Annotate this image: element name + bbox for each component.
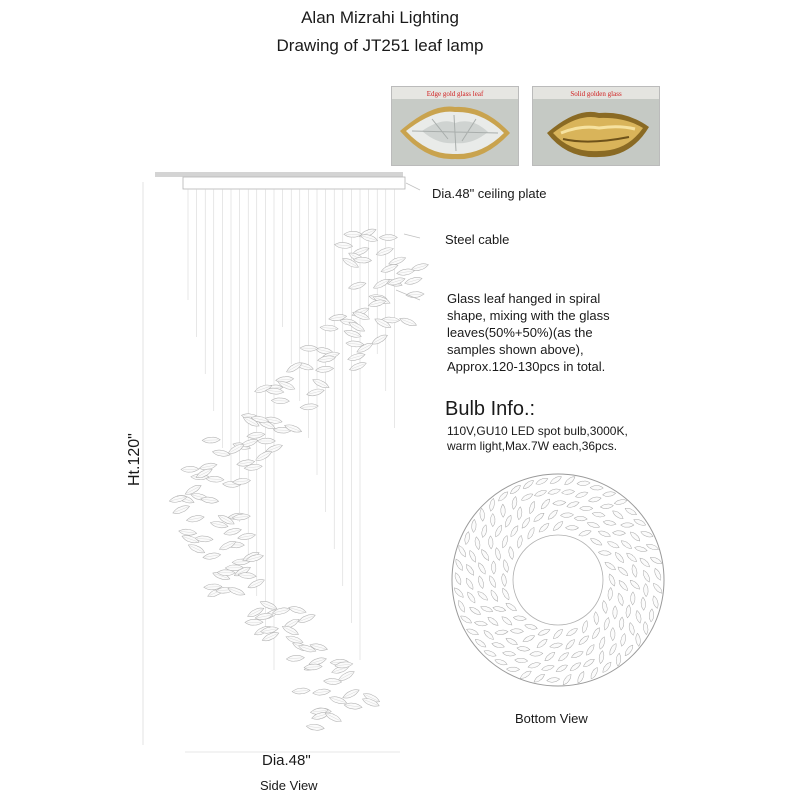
bulb-info-text xyxy=(447,424,628,454)
glass-leaf xyxy=(347,352,366,362)
glass-leaf xyxy=(578,529,592,537)
bulb-info-heading: Bulb Info.: xyxy=(445,398,536,420)
glass-leaf xyxy=(528,501,536,515)
glass-leaf xyxy=(635,610,642,624)
glass-leaf xyxy=(593,612,598,625)
glass-leaf xyxy=(477,562,487,575)
glass-leaf xyxy=(223,527,242,537)
glass-leaf-line: leaves(50%+50%)(as the xyxy=(447,325,593,340)
glass-leaf xyxy=(491,641,505,649)
glass-leaf xyxy=(589,537,602,547)
glass-leaf xyxy=(504,514,513,528)
glass-leaf xyxy=(625,552,638,564)
glass-leaf xyxy=(565,526,578,530)
glass-leaf xyxy=(557,651,570,663)
glass-leaf xyxy=(466,591,477,604)
glass-leaf-line: samples shown above), xyxy=(447,342,584,357)
glass-leaf xyxy=(237,532,256,541)
glass-leaf xyxy=(563,475,576,486)
glass-leaf xyxy=(480,548,491,561)
glass-leaf xyxy=(519,669,532,680)
glass-leaf xyxy=(501,535,509,549)
bottom-view-label: Bottom View xyxy=(515,711,588,726)
glass-leaf xyxy=(538,522,551,534)
glass-leaf xyxy=(577,481,590,486)
glass-leaf-line: Glass leaf hanged in spiral xyxy=(447,291,601,306)
leader-steel-cable xyxy=(404,234,420,238)
glass-leaf xyxy=(502,559,509,573)
glass-leaf xyxy=(590,485,603,490)
glass-leaf xyxy=(457,544,467,557)
bottom-view-inner-ring xyxy=(513,535,603,625)
glass-leaf xyxy=(617,593,625,607)
glass-leaf xyxy=(549,475,562,485)
glass-leaf xyxy=(178,528,197,536)
bulb-info-line: warm light,Max.7W each,36pcs. xyxy=(447,439,618,453)
glass-leaf xyxy=(482,629,494,641)
glass-leaf xyxy=(547,488,561,496)
steel-cable-label: Steel cable xyxy=(445,232,510,247)
ceiling-plate xyxy=(183,177,405,189)
glass-leaf xyxy=(552,520,565,532)
glass-leaf xyxy=(621,523,634,527)
glass-leaf xyxy=(510,628,523,633)
glass-leaf xyxy=(520,492,534,502)
glass-leaf xyxy=(564,638,576,650)
glass-leaf xyxy=(603,617,611,631)
glass-leaf xyxy=(611,628,615,641)
glass-leaf xyxy=(555,663,568,673)
glass-leaf xyxy=(474,620,488,626)
glass-leaf xyxy=(406,291,424,298)
glass-leaf xyxy=(172,504,191,516)
glass-leaf xyxy=(532,512,545,523)
glass-leaf xyxy=(315,366,333,373)
glass-leaf xyxy=(625,605,631,618)
glass-leaf xyxy=(454,558,464,571)
glass-leaf xyxy=(320,324,338,331)
bulb-info-line: 110V,GU10 LED spot bulb,3000K, xyxy=(447,424,628,438)
glass-leaf xyxy=(617,565,630,577)
glass-leaf xyxy=(312,688,331,696)
glass-leaf xyxy=(638,556,650,568)
side-view-label: Side View xyxy=(260,778,318,793)
glass-leaf xyxy=(617,579,629,592)
glass-leaf xyxy=(631,564,638,578)
glass-leaf xyxy=(570,650,584,659)
glass-leaf xyxy=(495,629,508,635)
glass-leaf xyxy=(334,242,352,249)
glass-leaf xyxy=(522,634,536,643)
glass-leaf xyxy=(494,524,504,538)
glass-leaf xyxy=(635,633,641,646)
glass-leaf xyxy=(505,601,518,612)
glass-leaf xyxy=(588,496,602,503)
glass-leaf xyxy=(348,281,367,291)
glass-leaf xyxy=(553,500,566,506)
glass-leaf xyxy=(598,650,605,664)
glass-leaf xyxy=(212,449,231,458)
glass-leaf xyxy=(629,530,641,542)
glass-leaf xyxy=(526,526,536,540)
glass-leaf xyxy=(630,592,635,605)
glass-leaf xyxy=(616,653,622,666)
glass-leaf xyxy=(481,524,488,538)
glass-leaf xyxy=(457,599,466,613)
glass-leaf xyxy=(533,673,546,684)
glass-leaf xyxy=(524,623,538,631)
glass-leaf xyxy=(489,498,496,512)
glass-leaf xyxy=(515,658,528,663)
glass-leaf xyxy=(549,642,563,649)
glass-leaf xyxy=(471,519,476,532)
glass-leaf-description xyxy=(447,290,610,375)
glass-leaf xyxy=(476,590,489,602)
glass-leaf xyxy=(591,627,602,640)
glass-leaf xyxy=(561,673,572,686)
glass-leaf xyxy=(569,661,582,672)
diameter-dimension-label: Dia.48" xyxy=(262,752,311,769)
glass-leaf xyxy=(312,377,331,390)
glass-leaf xyxy=(534,489,548,498)
glass-leaf xyxy=(577,634,590,646)
glass-leaf xyxy=(186,514,205,523)
glass-leaf xyxy=(598,636,606,650)
glass-leaf xyxy=(598,550,611,556)
glass-leaf xyxy=(292,687,310,694)
glass-leaf xyxy=(468,606,481,617)
glass-leaf xyxy=(511,496,518,510)
glass-leaf xyxy=(530,651,543,656)
glass-leaf xyxy=(634,545,648,553)
glass-leaf xyxy=(653,567,662,581)
glass-leaf xyxy=(488,575,497,589)
glass-leaf xyxy=(580,506,593,510)
bottom-view-leaves xyxy=(453,475,664,686)
glass-leaf xyxy=(602,600,609,614)
glass-leaf xyxy=(608,573,617,587)
glass-leaf xyxy=(375,246,394,257)
glass-leaf xyxy=(501,573,507,586)
glass-leaf xyxy=(342,688,361,701)
glass-leaf xyxy=(652,595,660,609)
glass-leaf xyxy=(561,489,574,495)
glass-leaf xyxy=(620,539,633,550)
glass-leaf xyxy=(488,536,493,549)
ceiling-plate-label: Dia.48" ceiling plate xyxy=(432,186,547,201)
glass-leaf xyxy=(506,667,519,672)
glass-leaf xyxy=(247,431,266,439)
leader-ceiling-plate xyxy=(406,183,420,190)
glass-leaf xyxy=(607,540,621,550)
height-dimension-label: Ht.120" xyxy=(126,433,143,486)
glass-leaf xyxy=(344,702,363,710)
bottom-view-drawing xyxy=(430,470,700,700)
glass-leaf xyxy=(517,507,523,520)
glass-leaf xyxy=(641,597,646,610)
glass-leaf xyxy=(404,276,423,286)
glass-leaf xyxy=(576,671,586,685)
glass-leaf xyxy=(587,521,601,529)
glass-leaf-line: shape, mixing with the glass xyxy=(447,308,610,323)
glass-leaf-line: Approx.120-130pcs in total. xyxy=(447,359,606,374)
glass-leaf xyxy=(520,516,531,529)
glass-leaf xyxy=(536,638,549,650)
glass-leaf xyxy=(202,437,220,443)
glass-leaf xyxy=(543,651,556,663)
glass-leaf xyxy=(454,572,463,586)
glass-leaf xyxy=(619,617,624,630)
glass-leaf xyxy=(491,561,496,574)
glass-leaf xyxy=(581,620,589,634)
side-view-leaves xyxy=(169,227,430,731)
glass-leaf xyxy=(611,509,624,520)
glass-leaf xyxy=(480,605,494,614)
glass-leaf xyxy=(399,316,418,328)
glass-leaf xyxy=(566,500,580,508)
glass-leaf xyxy=(468,549,477,563)
glass-leaf xyxy=(286,655,304,662)
glass-leaf xyxy=(517,646,530,652)
glass-leaf xyxy=(537,628,551,637)
glass-leaf xyxy=(535,477,549,486)
glass-leaf xyxy=(598,529,612,538)
sample-caption-edge-gold: Edge gold glass leaf xyxy=(426,90,484,98)
glass-leaf xyxy=(306,723,325,731)
glass-leaf xyxy=(453,586,465,598)
glass-leaf xyxy=(257,438,275,444)
glass-leaf xyxy=(628,622,635,636)
glass-leaf xyxy=(614,551,625,564)
glass-leaf xyxy=(602,491,615,497)
glass-leaf xyxy=(494,658,508,666)
glass-leaf xyxy=(464,531,471,545)
glass-leaf xyxy=(508,546,515,560)
glass-leaf xyxy=(541,664,555,672)
glass-leaf xyxy=(546,677,559,683)
glass-leaf xyxy=(592,511,606,518)
glass-leaf xyxy=(527,661,541,669)
glass-leaf xyxy=(600,503,613,509)
glass-leaf xyxy=(501,504,506,517)
solid-gold-leaf-image xyxy=(533,87,659,165)
glass-leaf xyxy=(603,520,617,527)
glass-leaf xyxy=(613,606,618,619)
glass-leaf xyxy=(474,536,481,550)
glass-leaf xyxy=(612,531,625,536)
ceiling-plate-bar xyxy=(155,172,403,177)
glass-leaf xyxy=(479,508,484,521)
glass-leaf xyxy=(465,563,476,576)
glass-leaf xyxy=(608,643,618,657)
glass-leaf xyxy=(489,589,499,602)
glass-leaf xyxy=(491,514,495,527)
glass-leaf xyxy=(494,547,501,561)
glass-leaf xyxy=(560,513,573,518)
glass-leaf xyxy=(464,577,474,590)
glass-leaf xyxy=(487,616,500,627)
glass-leaf xyxy=(297,613,316,625)
drawing-title: Alan Mizrahi Lighting xyxy=(301,8,459,27)
glass-leaf xyxy=(505,637,518,647)
glass-leaf xyxy=(629,579,641,591)
glass-leaf xyxy=(492,605,506,612)
glass-leaf xyxy=(582,658,595,669)
glass-leaf xyxy=(501,615,514,627)
sample-caption-solid-gold: Solid golden glass xyxy=(570,90,622,98)
glass-leaf xyxy=(575,491,589,499)
glass-leaf xyxy=(540,498,552,511)
glass-leaf xyxy=(620,633,627,647)
glass-leaf xyxy=(187,542,206,555)
glass-leaf xyxy=(565,627,578,638)
glass-leaf xyxy=(614,499,628,506)
glass-leaf xyxy=(522,479,535,490)
glass-leaf xyxy=(181,466,199,472)
glass-leaf xyxy=(202,552,221,560)
glass-leaf xyxy=(516,535,523,549)
glass-leaf xyxy=(501,587,511,601)
sample-photo-solid-gold xyxy=(532,86,660,166)
glass-leaf xyxy=(344,231,362,237)
glass-leaf xyxy=(547,509,559,521)
glass-leaf xyxy=(649,609,654,622)
glass-leaf xyxy=(585,643,596,656)
glass-leaf xyxy=(306,387,325,397)
glass-leaf xyxy=(288,605,307,615)
glass-leaf xyxy=(574,516,587,521)
glass-leaf xyxy=(509,525,520,538)
glass-leaf xyxy=(502,651,515,657)
glass-leaf xyxy=(552,628,564,640)
glass-leaf xyxy=(300,345,318,351)
glass-leaf xyxy=(649,556,663,566)
bottom-view-outer-ring xyxy=(452,474,664,686)
glass-leaf xyxy=(513,615,526,621)
glass-leaf xyxy=(300,403,318,410)
glass-leaf xyxy=(642,569,652,583)
glass-leaf xyxy=(245,619,263,625)
glass-leaf xyxy=(247,577,266,590)
glass-leaf xyxy=(643,621,649,634)
glass-leaf xyxy=(607,587,612,600)
glass-leaf xyxy=(652,582,664,595)
glass-leaf xyxy=(477,575,485,589)
glass-leaf xyxy=(644,584,649,597)
glass-leaf xyxy=(604,560,617,571)
drawing-subtitle: Drawing of JT251 leaf lamp xyxy=(276,36,484,55)
